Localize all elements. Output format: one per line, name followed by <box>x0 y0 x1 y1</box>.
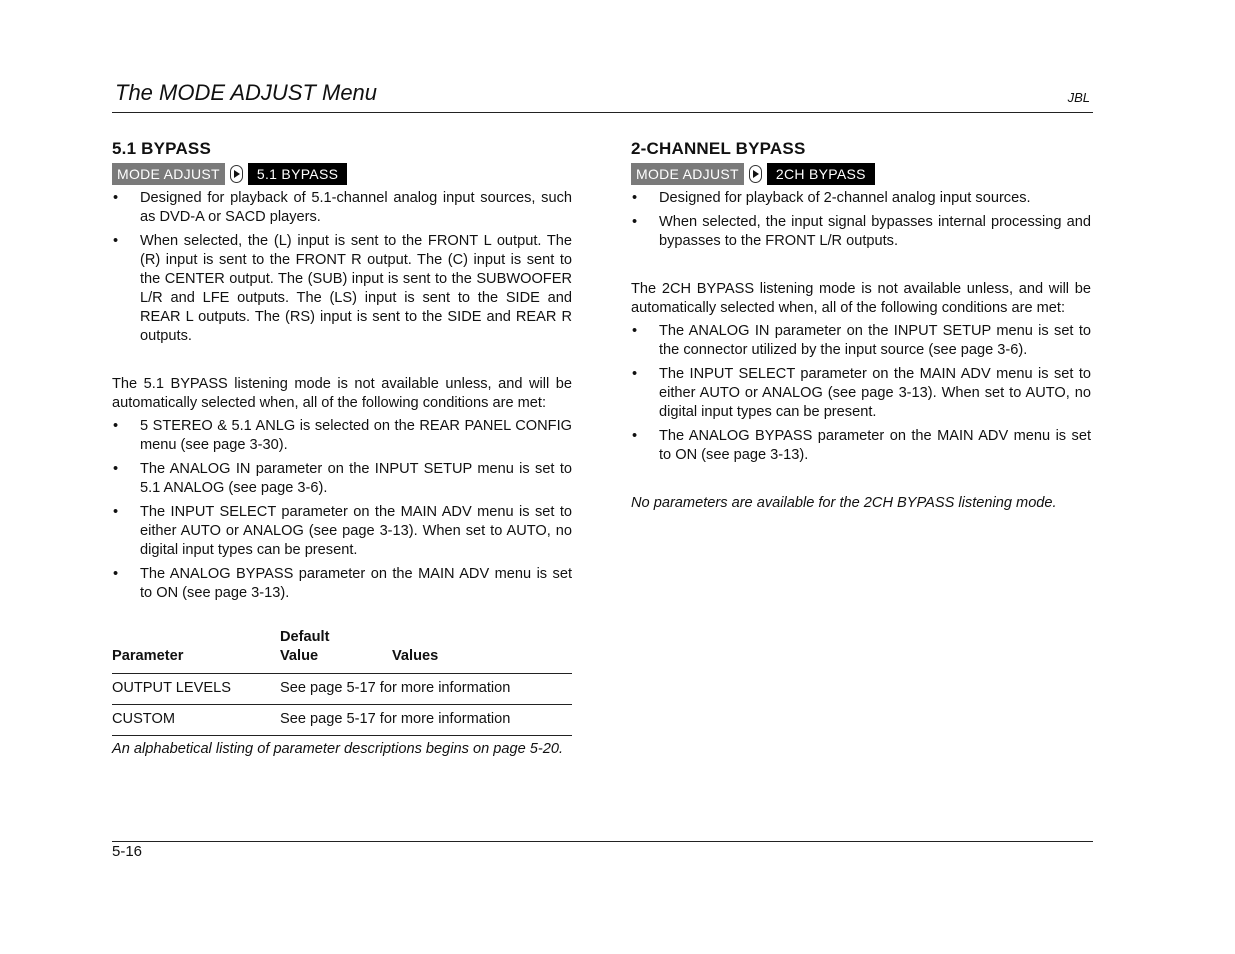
list-item: • The ANALOG BYPASS parameter on the MAIN ADV menu is set to ON (see page 3-13). <box>631 427 1091 465</box>
breadcrumb-parent: MODE ADJUST <box>112 163 225 185</box>
footer-rule <box>112 841 1093 842</box>
header-default-value: Default Value <box>280 629 330 664</box>
list-item: • Designed for playback of 2-channel analog input sources. <box>631 189 1091 208</box>
no-parameters-note: No parameters are available for the 2CH BYPASS listening mode. <box>631 495 1057 511</box>
list-item: • The INPUT SELECT parameter on the MAIN ADV menu is set to either AUTO or ANALOG (see page 3-13). When set to AUTO, no digital input types can be present. <box>112 503 572 560</box>
conditions-list <box>631 322 1091 465</box>
conditions-intro: The 2CH BYPASS listening mode is not available unless, and will be automatically selected when, all of the following conditions are met: <box>631 281 1091 316</box>
table-row <box>112 674 572 705</box>
list-item: • 5 STEREO & 5.1 ANLG is selected on the REAR PANEL CONFIG menu (see page 3-30). <box>112 417 572 455</box>
breadcrumb-current: 5.1 BYPASS <box>248 163 347 185</box>
section-title: 2-CHANNEL BYPASS <box>631 139 806 158</box>
breadcrumb <box>112 163 572 185</box>
table-row <box>112 705 572 736</box>
list-item: • The ANALOG IN parameter on the INPUT SETUP menu is set to 5.1 ANALOG (see page 3-6). <box>112 460 572 498</box>
list-item: • The INPUT SELECT parameter on the MAIN ADV menu is set to either AUTO or ANALOG (see page 3-13). When set to AUTO, no digital input types can be present. <box>631 365 1091 422</box>
breadcrumb <box>631 163 1091 185</box>
header-values: Values <box>392 648 439 664</box>
section-2-channel-bypass <box>631 138 1091 513</box>
list-item: • The ANALOG BYPASS parameter on the MAIN ADV menu is set to ON (see page 3-13). <box>112 565 572 603</box>
section-5-1-bypass <box>112 138 572 759</box>
header-parameter: Parameter <box>112 648 184 664</box>
breadcrumb-current: 2CH BYPASS <box>767 163 875 185</box>
parameter-table <box>112 628 572 736</box>
breadcrumb-parent: MODE ADJUST <box>631 163 744 185</box>
cell-info: See page 5-17 for more information <box>280 705 572 736</box>
list-item: • When selected, the input signal bypasses internal processing and bypasses to the FRONT L/R outputs. <box>631 213 1091 251</box>
description-list <box>631 189 1091 251</box>
conditions-list <box>112 417 572 603</box>
chevron-right-icon <box>230 165 243 183</box>
brand-label: JBL <box>1067 90 1090 105</box>
page-header-title: The MODE ADJUST Menu <box>115 80 378 105</box>
description-list <box>112 189 572 346</box>
cell-parameter: OUTPUT LEVELS <box>112 674 280 705</box>
section-title: 5.1 BYPASS <box>112 139 212 158</box>
table-note: An alphabetical listing of parameter descriptions begins on page 5-20. <box>112 741 564 757</box>
list-item: • When selected, the (L) input is sent to the FRONT L output. The (R) input is sent to the FRONT R output. The (C) input is sent to the CENTER output. The (SUB) input is sent to the SUBWOOFER L/R and LFE outputs. The (LS) input is sent to the SIDE and REAR L outputs. The (RS) input is sent to the SIDE and REAR R outputs. <box>112 232 572 346</box>
cell-parameter: CUSTOM <box>112 705 280 736</box>
header-rule <box>112 112 1093 113</box>
page-number: 5-16 <box>112 843 143 860</box>
conditions-intro: The 5.1 BYPASS listening mode is not available unless, and will be automatically selected when, all of the following conditions are met: <box>112 376 572 411</box>
chevron-right-icon <box>749 165 762 183</box>
list-item: • The ANALOG IN parameter on the INPUT SETUP menu is set to the connector utilized by the input source (see page 3-6). <box>631 322 1091 360</box>
list-item: • Designed for playback of 5.1-channel analog input sources, such as DVD-A or SACD players. <box>112 189 572 227</box>
cell-info: See page 5-17 for more information <box>280 674 572 705</box>
